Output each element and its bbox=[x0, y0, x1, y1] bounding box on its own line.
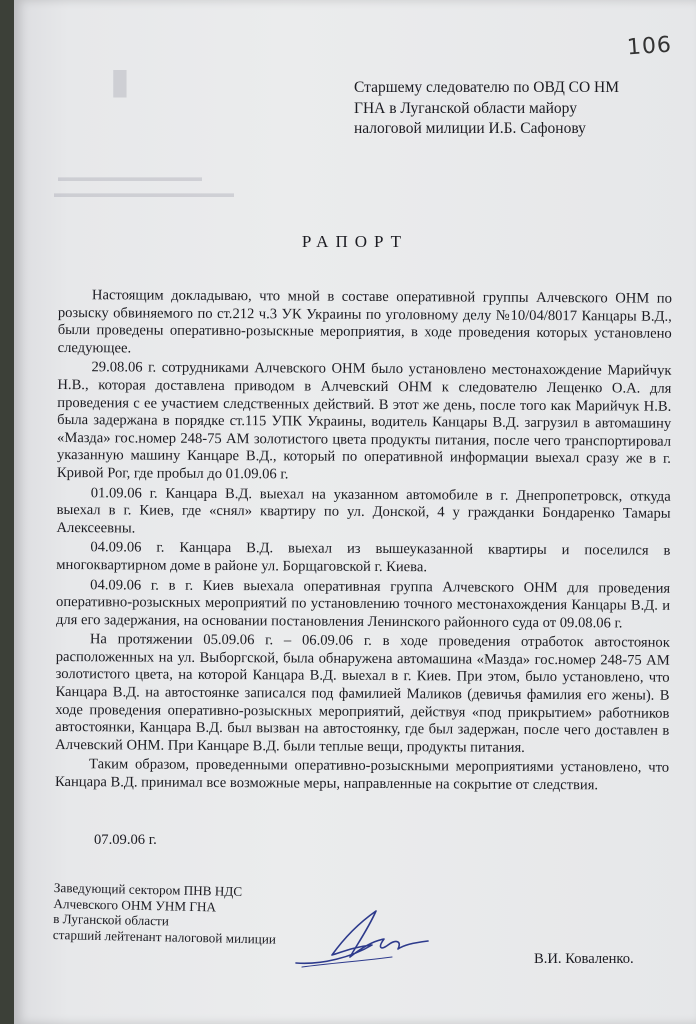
addressee-block bbox=[354, 78, 664, 140]
signatory-position-line: Алчевского ОНМ УНМ ГНА bbox=[53, 895, 217, 914]
signature-stroke bbox=[296, 911, 428, 963]
document-title: РАПОРТ bbox=[301, 232, 409, 251]
report-paragraph: 04.09.06 г. Канцара В.Д. выехал из вышеуказанной квартиры и поселился в многоквартирном доме в районе ул. Борщаговской г. Киева. bbox=[56, 539, 671, 576]
signatory-position-line: в Луганской области bbox=[53, 910, 170, 929]
report-paragraph: Таким образом, проведенными оперативно-розыскными мероприятиями установлено, что Канцара В.Д. принимал все возможные меры, направленные на сокрытие от следствия. bbox=[54, 756, 670, 794]
signatory-name: В.И. Коваленко. bbox=[534, 951, 634, 967]
addressee-line: ГНА в Луганской области майору bbox=[354, 99, 577, 117]
report-paragraph: Настоящим докладываю, что мной в составе оперативной группы Алчевского ОНМ по розыску обвиняемого по ст.212 ч.3 УК Украины по уголовному делу №10/04/8017 Канцары В.Д., были проведены оперативно-розыскные мероприятия, в ходе проведения которых установлено следующее. bbox=[57, 287, 672, 357]
reverse-side-show-through: ▬▬▬▬▬▬▬▬▬▬▬▬▬▬▬ bbox=[54, 186, 234, 200]
addressee-line: Старшему следователю по ОВД СО НМ bbox=[354, 79, 620, 96]
document-page bbox=[14, 0, 696, 1024]
page-number: 106 bbox=[626, 32, 673, 61]
report-paragraph: 01.09.06 г. Канцара В.Д. выехал на указанном автомобиле в г. Днепропетровск, откуда выехал в г. Киев, где «снял» квартиру по ул. Донской, 4 у гражданки Бондаренко Тамары Алексеевны. bbox=[56, 484, 671, 537]
signatory-position-line: старший лейтенант налоговой милиции bbox=[52, 926, 277, 947]
report-paragraph: 04.09.06 г. в г. Киев выехала оперативная группа Алчевского ОНМ для проведения оперативно-розыскных мероприятий по установлению точного местонахождения Канцары В.Д. и для его задержания, на основании постановления Ленинского районного суда от 09.08.06 г. bbox=[55, 576, 671, 632]
reverse-side-show-through: ▬▬▬▬▬▬▬▬▬▬▬▬ bbox=[58, 170, 202, 184]
reverse-side-show-through: ▮ bbox=[110, 61, 130, 101]
signatory-position-line: Заведующий сектором ПНВ НДС bbox=[53, 880, 243, 899]
addressee-line: налоговой милиции И.Б. Сафонову bbox=[354, 120, 586, 137]
report-body bbox=[55, 287, 672, 797]
report-date: 07.09.06 г. bbox=[94, 832, 157, 848]
report-paragraph: На протяжении 05.09.06 г. – 06.09.06 г. в ходе проведения отработок автостоянок расположенных на ул. Выборгской, была обнаружена автомашина «Мазда» гос.номер 248-75 АМ золотистого цвета, на которой Канцара В.Д. выехал в г. Киев. При этом, было установлено, что Канцара В.Д. на автостоянке записался под фамилией Маликов (девичья фамилия его жены). В ходе проведения оперативно-розыскных мероприятий, действуя «под прикрытием» работников автостоянки, Канцара В.Д. был вызван на автостоянку, где был задержан, после чего доставлен в Алчевский ОНМ. При Канцаре В.Д. были теплые вещи, продукты питания. bbox=[55, 631, 670, 756]
report-paragraph: 29.08.06 г. сотрудниками Алчевского ОНМ было установлено местонахождение Марийчук Н.В., которая доставлена приводом в Алчевский ОНМ к следователю Лещенко О.А. для проведения с ее участием следственных действий. В этот же день, после того как Марийчук Н.В. была задержана в порядке ст.115 УПК Украины, водитель Канцары В.Д. загрузил в автомашину «Мазда» гос.номер 248-75 АМ золотистого цвета продукты питания, после чего транспортировал указанную машину Канцаре В.Д., который по оперативной информации выехал сразу же в г. Кривой Рог, где пробыл до 01.09.06 г. bbox=[56, 359, 672, 483]
handwritten-signature bbox=[292, 905, 432, 975]
